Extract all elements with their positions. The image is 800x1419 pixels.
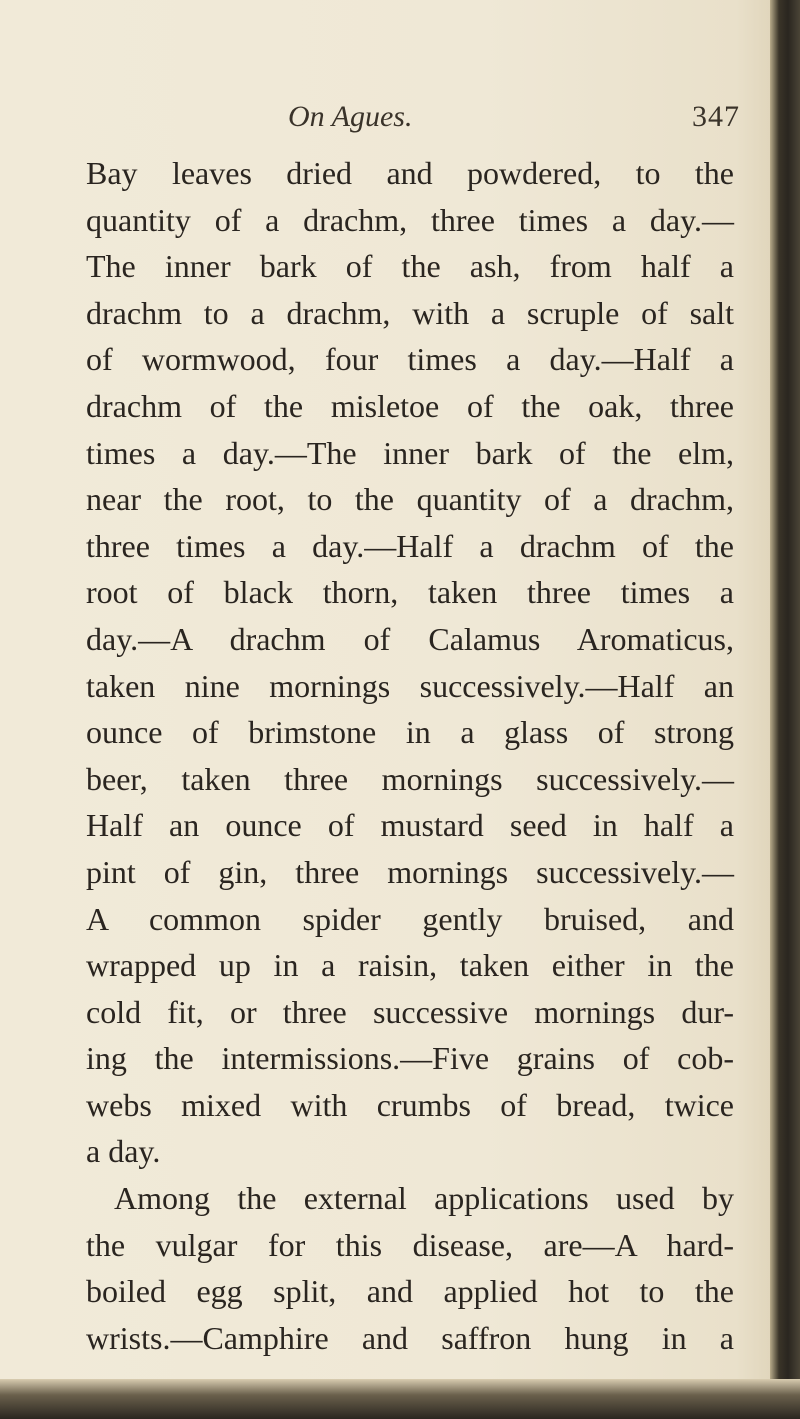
page-number: 347 bbox=[692, 100, 740, 133]
text-line: wrapped up in a raisin, taken either in the bbox=[86, 947, 734, 984]
text-line: drachm to a drachm, with a scruple of salt bbox=[86, 294, 734, 331]
page-header bbox=[110, 100, 750, 140]
text-line: of wormwood, four times a day.—Half a bbox=[86, 341, 734, 378]
text-line: The inner bark of the ash, from half a bbox=[86, 248, 734, 285]
book-spine bbox=[770, 0, 800, 1419]
text-line: quantity of a drachm, three times a day.— bbox=[86, 201, 734, 238]
text-line: Among the external applications used by bbox=[114, 1180, 734, 1217]
body-text bbox=[86, 150, 734, 1361]
text-line: taken nine mornings successively.—Half an bbox=[86, 667, 734, 704]
text-line: three times a day.—Half a drachm of the bbox=[86, 527, 734, 564]
text-line: Bay leaves dried and powdered, to the bbox=[86, 155, 734, 191]
text-line: day.—A drachm of Calamus Aromaticus, bbox=[86, 620, 734, 657]
text-line: root of black thorn, taken three times a bbox=[86, 574, 734, 611]
text-line: times a day.—The inner bark of the elm, bbox=[86, 434, 734, 471]
text-line: drachm of the misletoe of the oak, three bbox=[86, 387, 734, 424]
text-line: ing the intermissions.—Five grains of cob- bbox=[86, 1040, 734, 1077]
text-line: pint of gin, three mornings successively.— bbox=[86, 853, 734, 890]
text-line: near the root, to the quantity of a drachm, bbox=[86, 481, 734, 518]
text-line: ounce of brimstone in a glass of strong bbox=[86, 714, 734, 751]
text-line: Half an ounce of mustard seed in half a bbox=[86, 807, 734, 844]
text-line: a day. bbox=[86, 1133, 161, 1170]
text-line: boiled egg split, and applied hot to the bbox=[86, 1273, 734, 1310]
text-line: wrists.—Camphire and saffron hung in a bbox=[86, 1319, 734, 1356]
text-line: webs mixed with crumbs of bread, twice bbox=[86, 1086, 734, 1123]
text-line: cold fit, or three successive mornings dur- bbox=[86, 993, 734, 1030]
running-head: On Agues. bbox=[288, 100, 413, 133]
text-line: the vulgar for this disease, are—A hard- bbox=[86, 1226, 734, 1263]
page-bottom-edge bbox=[0, 1379, 800, 1419]
text-line: beer, taken three mornings successively.— bbox=[86, 760, 734, 797]
text-line: A common spider gently bruised, and bbox=[86, 900, 734, 937]
